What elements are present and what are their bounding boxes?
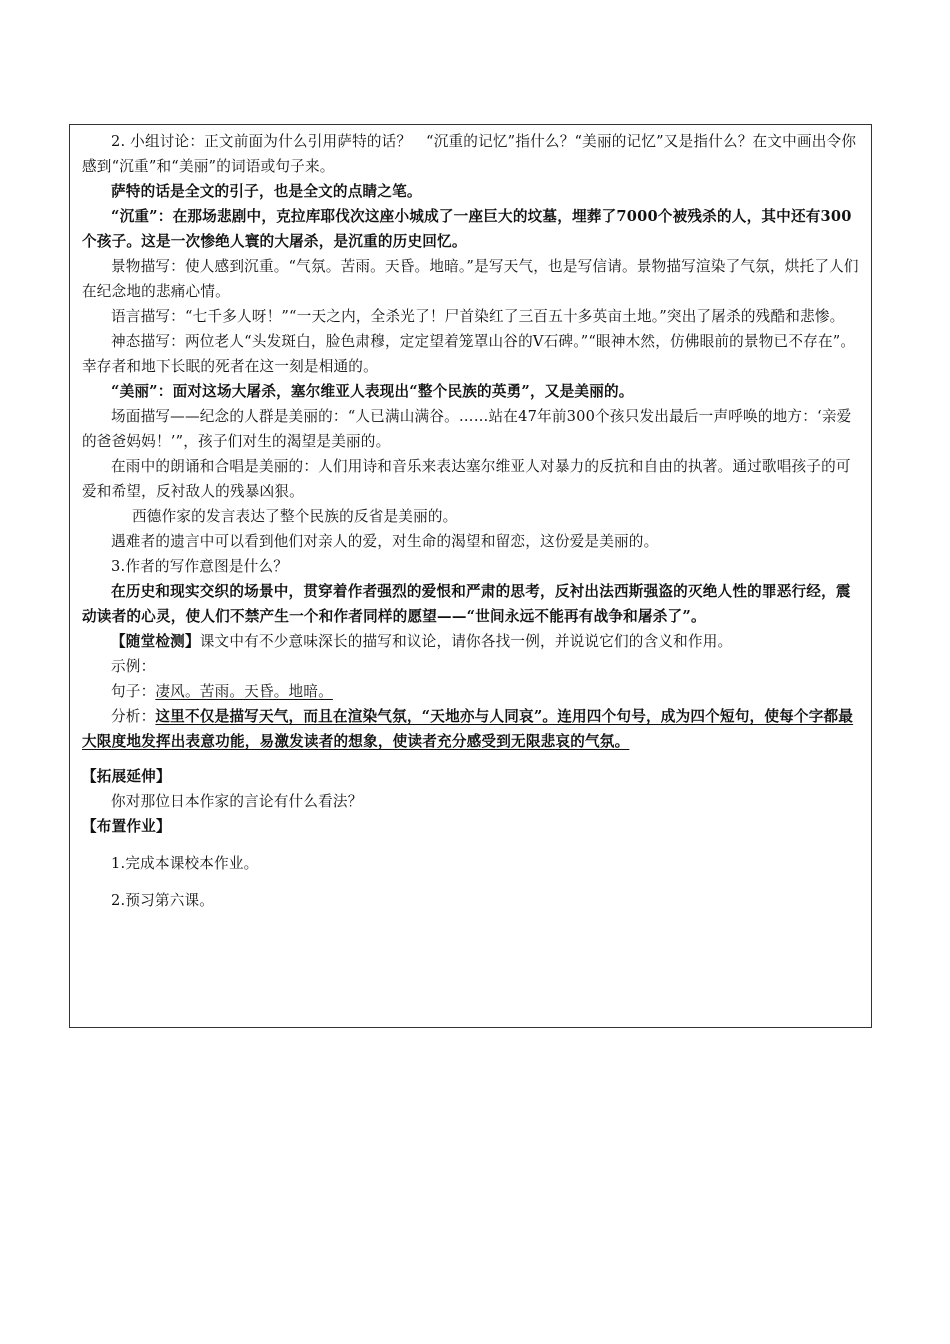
victims-note: 遇难者的遗言中可以看到他们对亲人的爱，对生命的渴望和留恋，这份爱是美丽的。	[111, 533, 659, 550]
sentence-label: 句子：	[111, 683, 156, 700]
language-description: 语言描写：“七千多人呀！”“一天之内，全杀光了！尸首染红了三百五十多英亩土地。”突出了屠杀的残酷和悲惨。	[111, 308, 845, 325]
lesson-content-box	[69, 124, 872, 1028]
sentence-line	[82, 679, 865, 704]
analysis-line	[82, 704, 865, 754]
beautiful-answer: “美丽”：面对这场大屠杀，塞尔维亚人表现出“整个民族的英勇”，又是美丽的。	[111, 383, 634, 400]
example-label: 示例：	[111, 658, 156, 675]
spacer	[82, 839, 865, 851]
check-text: 课文中有不少意味深长的描写和议论，请你各找一例，并说说它们的含义和作用。	[199, 633, 733, 650]
scene-description: 场面描写——纪念的人群是美丽的：“人已满山满谷。……站在47年前300个孩只发出最后一声呼唤的地方：‘亲爱的爸爸妈妈！’”，孩子们对生的渴望是美丽的。	[82, 408, 852, 450]
scenery-description: 景物描写：使人感到沉重。“气氛。苦雨。天昏。地暗。”是写天气，也是写信请。景物描写渲染了气氛，烘托了人们在纪念地的悲痛心情。	[82, 258, 859, 300]
sentence-text: 凄风。苦雨。天昏。地暗。	[155, 683, 333, 700]
german-writer-note: 西德作家的发言表达了整个民族的反省是美丽的。	[132, 508, 458, 525]
spacer	[82, 876, 865, 888]
classroom-check	[82, 629, 865, 654]
question-3: 3.作者的写作意图是什么？	[111, 558, 289, 575]
recital-description: 在雨中的朗诵和合唱是美丽的：人们用诗和音乐来表达塞尔维亚人对暴力的反抗和自由的执著。通过歌唱孩子的可爱和希望，反衬敌人的残暴凶狠。	[82, 458, 851, 500]
extend-heading: 【拓展延伸】	[82, 768, 171, 785]
spacer	[82, 754, 865, 764]
analysis-label: 分析：	[111, 708, 156, 725]
question-2: 2. 小组讨论：正文前面为什么引用萨特的话？ “沉重的记忆”指什么？“美丽的记忆”又是指什么？在文中画出令你感到“沉重”和“美丽”的词语或句子来。	[82, 133, 857, 175]
homework-item-1: 1.完成本课校本作业。	[111, 855, 259, 872]
analysis-text: 这里不仅是描写天气，而且在渲染气氛，“天地亦与人同哀”。连用四个句号，成为四个短句，使每个字都最大限度地发挥出表意功能，易激发读者的想象，使读者充分感受到无限悲哀的气氛。	[82, 708, 854, 750]
homework-heading: 【布置作业】	[82, 818, 171, 835]
heavy-answer: “沉重”：在那场悲剧中，克拉库耶伐次这座小城成了一座巨大的坟墓，埋葬了7000个被残杀的人，其中还有300个孩子。这是一次惨绝人寰的大屠杀，是沉重的历史回忆。	[82, 208, 852, 250]
homework-item-2: 2.预习第六课。	[111, 892, 215, 909]
sartre-answer: 萨特的话是全文的引子，也是全文的点睛之笔。	[111, 183, 422, 200]
demeanor-description: 神态描写：两位老人“头发斑白，脸色肃穆，定定望着笼罩山谷的V石碑。”“眼神木然，仿佛眼前的景物已不存在”。幸存者和地下长眠的死者在这一刻是相通的。	[82, 333, 856, 375]
intent-answer: 在历史和现实交织的场景中，贯穿着作者强烈的爱恨和严肃的思考，反衬出法西斯强盗的灭绝人性的罪恶行经，震动读者的心灵，使人们不禁产生一个和作者同样的愿望——“世间永远不能再有战争和屠杀了”。	[82, 583, 851, 625]
check-label: 【随堂检测】	[111, 633, 200, 650]
extend-question: 你对那位日本作家的言论有什么看法？	[111, 793, 363, 810]
